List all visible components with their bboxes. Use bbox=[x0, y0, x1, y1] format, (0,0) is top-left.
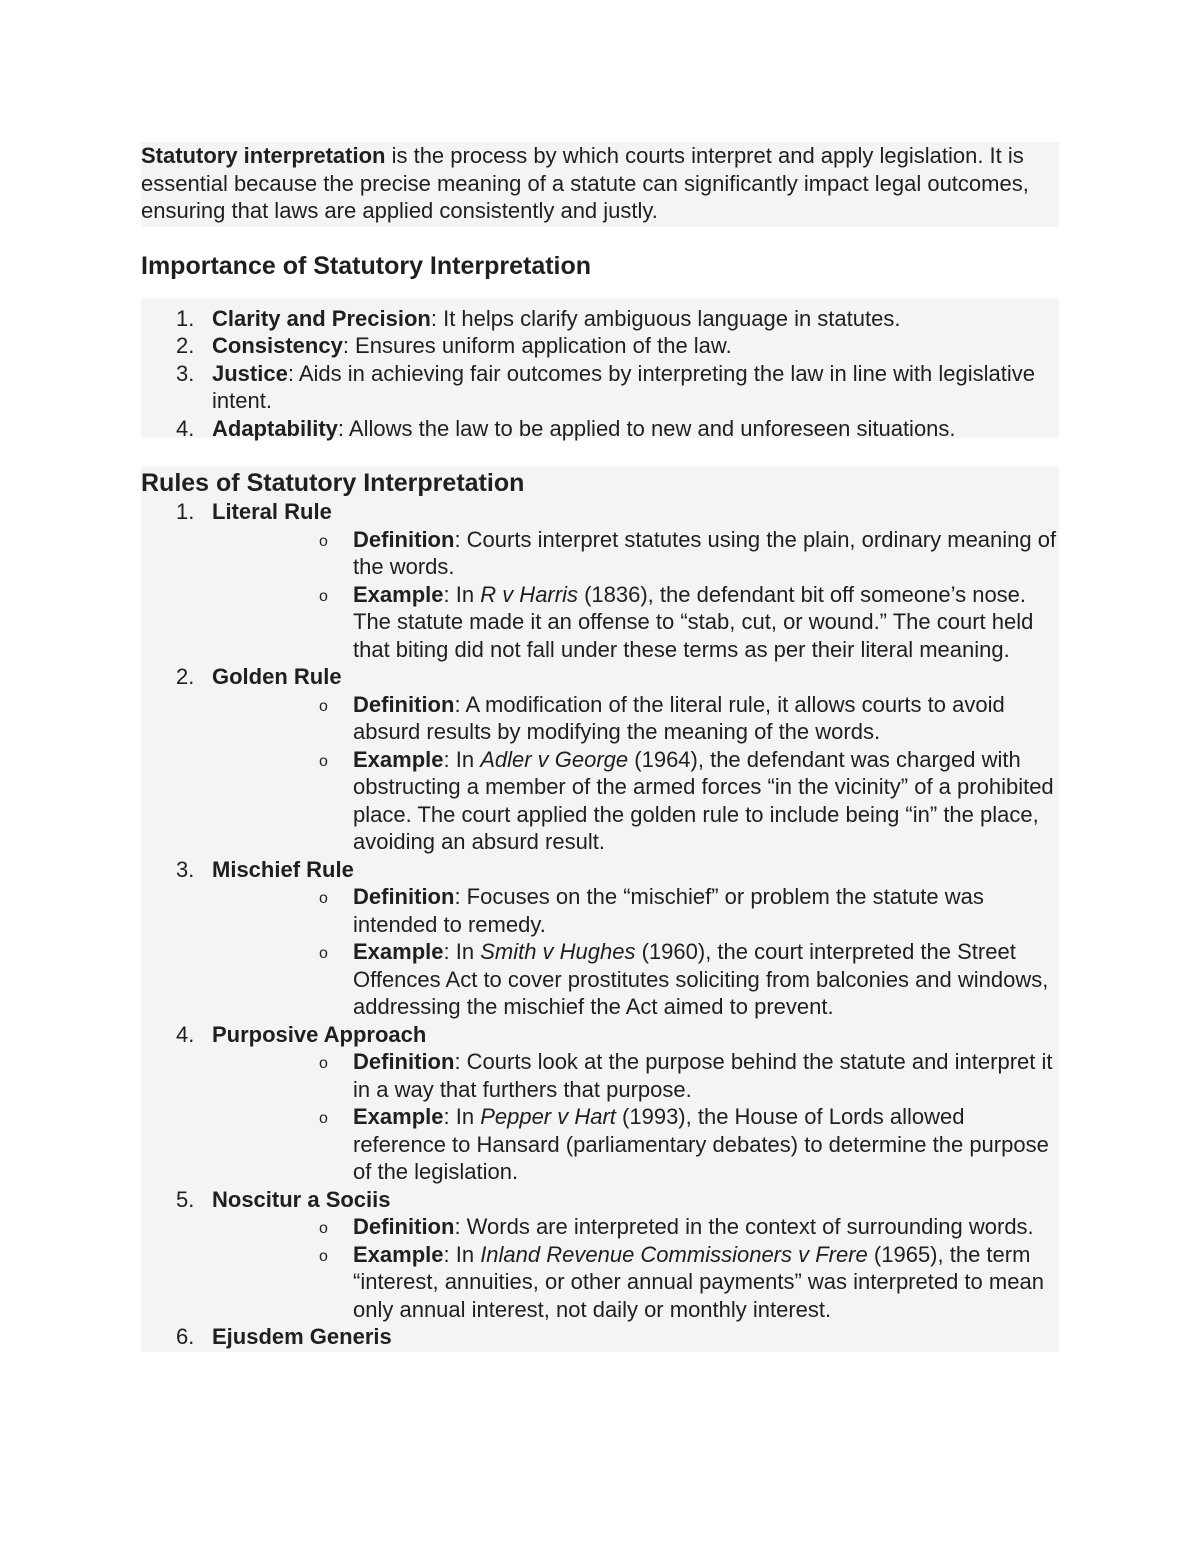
example-prefix: : In bbox=[443, 1241, 481, 1267]
rule-title: Noscitur a Sociis bbox=[212, 1186, 391, 1212]
example-text: (1965), the term “interest, annuities, or other annual payments” was interpreted to mean only annual interest, not daily or monthly interest. bbox=[353, 1241, 1044, 1322]
definition-label: Definition bbox=[353, 1214, 455, 1239]
item-title: Clarity and Precision bbox=[212, 305, 431, 331]
item-number: 3. bbox=[176, 360, 195, 386]
example-text: (1964), the defendant was charged with obstructing a member of the armed forces “in the vicinity” of a prohibited place. The court applied the golden rule to include being “in” the place, avoiding an absurd result. bbox=[353, 746, 1054, 854]
rule-definition bbox=[212, 1213, 1059, 1241]
importance-item bbox=[141, 332, 1059, 360]
rule-example bbox=[212, 1241, 1059, 1324]
bullet-icon: o bbox=[319, 1110, 328, 1127]
item-number: 6. bbox=[176, 1324, 195, 1349]
definition-label: Definition bbox=[353, 884, 455, 909]
example-label: Example bbox=[353, 746, 444, 772]
rule-example bbox=[212, 746, 1059, 856]
example-prefix: : In bbox=[443, 939, 481, 964]
rule-title: Golden Rule bbox=[212, 664, 342, 689]
bullet-icon: o bbox=[319, 890, 328, 907]
rule-item bbox=[141, 856, 1059, 1021]
rule-title: Literal Rule bbox=[212, 499, 332, 524]
item-title: Justice bbox=[212, 360, 288, 386]
definition-text: : A modification of the literal rule, it allows courts to avoid absurd results by modifying the meaning of the words. bbox=[353, 691, 1005, 744]
item-number: 1. bbox=[176, 305, 195, 331]
case-name: Inland Revenue Commissioners v Frere bbox=[480, 1241, 868, 1267]
item-title: Consistency bbox=[212, 333, 343, 358]
definition-label: Definition bbox=[353, 1049, 455, 1074]
example-label: Example bbox=[353, 1104, 444, 1129]
rule-item bbox=[141, 1323, 1059, 1351]
case-name: Adler v George bbox=[480, 746, 629, 772]
example-label: Example bbox=[353, 1241, 444, 1267]
rule-item bbox=[141, 1021, 1059, 1186]
item-text: : Allows the law to be applied to new and unforeseen situations. bbox=[337, 415, 956, 441]
rule-title: Purposive Approach bbox=[212, 1021, 427, 1047]
example-text: (1836), the defendant bit off someone’s nose. The statute made it an offense to “stab, cut, or wound.” The court held that biting did not fall under these terms as per their literal meaning. bbox=[353, 581, 1034, 662]
rules-list bbox=[141, 498, 1059, 1351]
rule-definition bbox=[212, 526, 1059, 581]
rule-example bbox=[212, 938, 1059, 1021]
item-number: 2. bbox=[176, 333, 195, 358]
item-text: : It helps clarify ambiguous language in statutes. bbox=[430, 305, 901, 331]
item-number: 3. bbox=[176, 856, 195, 882]
rule-details bbox=[212, 883, 1059, 1021]
case-name: Smith v Hughes bbox=[480, 939, 636, 964]
definition-text: : Words are interpreted in the context of surrounding words. bbox=[454, 1214, 1034, 1239]
importance-item bbox=[141, 360, 1059, 415]
example-label: Example bbox=[353, 939, 444, 964]
rule-example bbox=[212, 581, 1059, 664]
example-prefix: : In bbox=[443, 1104, 481, 1129]
importance-item bbox=[141, 305, 1059, 333]
definition-text: : Courts interpret statutes using the plain, ordinary meaning of the words. bbox=[353, 526, 1057, 579]
definition-text: : Focuses on the “mischief” or problem the statute was intended to remedy. bbox=[353, 884, 984, 937]
rule-title: Mischief Rule bbox=[212, 856, 354, 882]
item-number: 5. bbox=[176, 1186, 195, 1212]
rule-item bbox=[141, 1186, 1059, 1324]
item-title: Adaptability bbox=[212, 415, 338, 441]
rule-details bbox=[212, 691, 1059, 856]
item-number: 1. bbox=[176, 499, 195, 524]
example-label: Example bbox=[353, 581, 444, 607]
rule-definition bbox=[212, 691, 1059, 746]
importance-list bbox=[141, 305, 1059, 443]
case-name: R v Harris bbox=[480, 581, 578, 607]
item-number: 2. bbox=[176, 664, 195, 689]
rule-details bbox=[212, 1048, 1059, 1186]
rule-example bbox=[212, 1103, 1059, 1186]
rule-item bbox=[141, 663, 1059, 856]
rule-title: Ejusdem Generis bbox=[212, 1324, 392, 1349]
importance-heading: Importance of Statutory Interpretation bbox=[141, 251, 592, 280]
intro-term: Statutory interpretation bbox=[141, 143, 386, 168]
item-text: : Ensures uniform application of the law. bbox=[342, 333, 732, 358]
example-prefix: : In bbox=[443, 746, 481, 772]
bullet-icon: o bbox=[319, 1055, 328, 1072]
item-number: 4. bbox=[176, 1021, 195, 1047]
definition-label: Definition bbox=[353, 526, 455, 552]
importance-item bbox=[141, 415, 1059, 443]
rules-heading: Rules of Statutory Interpretation bbox=[141, 469, 525, 497]
bullet-icon: o bbox=[319, 697, 328, 715]
bullet-icon: o bbox=[319, 587, 328, 605]
item-text: : Aids in achieving fair outcomes by interpreting the law in line with legislative intent. bbox=[212, 360, 1035, 413]
rule-definition bbox=[212, 1048, 1059, 1103]
rule-details bbox=[212, 526, 1059, 664]
example-text: (1993), the House of Lords allowed reference to Hansard (parliamentary debates) to determine the purpose of the legislation. bbox=[353, 1104, 1049, 1184]
bullet-icon: o bbox=[319, 1247, 328, 1265]
bullet-icon: o bbox=[319, 1220, 328, 1237]
definition-text: : Courts look at the purpose behind the statute and interpret it in a way that furthers that purpose. bbox=[353, 1049, 1053, 1102]
example-text: (1960), the court interpreted the Street Offences Act to cover prostitutes soliciting from balconies and windows, addressing the mischief the Act aimed to prevent. bbox=[353, 939, 1049, 1019]
intro-text: is the process by which courts interpret and apply legislation. It is essential because the precise meaning of a statute can significantly impact legal outcomes, ensuring that laws are applied consistently and justly. bbox=[141, 143, 1029, 223]
rule-item bbox=[141, 498, 1059, 663]
rule-details bbox=[212, 1213, 1059, 1323]
example-prefix: : In bbox=[443, 581, 481, 607]
item-number: 4. bbox=[176, 415, 195, 441]
case-name: Pepper v Hart bbox=[480, 1104, 616, 1129]
intro-paragraph bbox=[141, 142, 1059, 225]
document-body bbox=[141, 142, 1059, 1351]
bullet-icon: o bbox=[319, 752, 328, 770]
definition-label: Definition bbox=[353, 691, 455, 717]
bullet-icon: o bbox=[319, 532, 328, 550]
bullet-icon: o bbox=[319, 945, 328, 962]
rule-definition bbox=[212, 883, 1059, 938]
